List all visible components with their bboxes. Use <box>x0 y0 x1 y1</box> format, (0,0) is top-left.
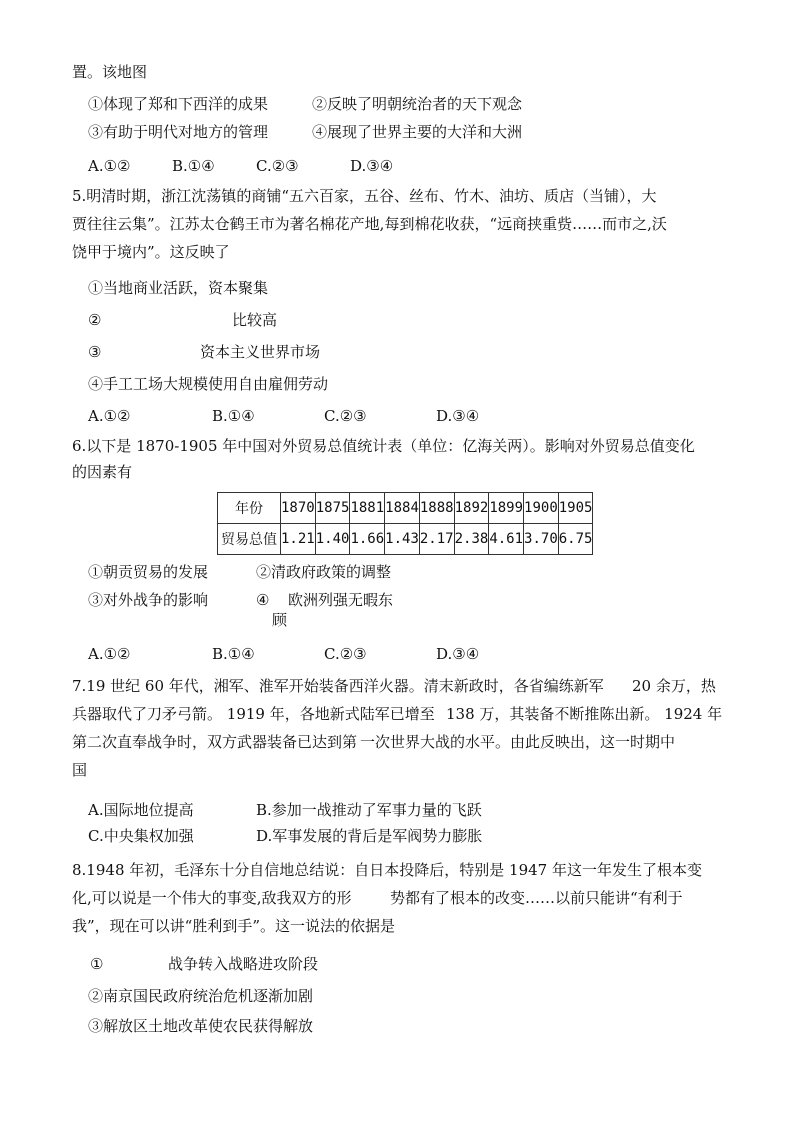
table-cell-value: 1.66 <box>350 524 385 555</box>
q7-stem-line-3b: 一次世界大战的水平。由此反映出，这一时期中 <box>360 733 676 751</box>
q4-option-c: C.②③ <box>256 157 299 175</box>
q5-option-b: B.①④ <box>212 407 255 425</box>
q5-option-a: A.①② <box>88 407 131 425</box>
q7-option-a: A.国际地位提高 <box>88 801 194 819</box>
q4-item-2: ②反映了明朝统治者的天下观念 <box>312 95 523 113</box>
table-cell-value: 6.75 <box>558 524 593 555</box>
table-cell-year: 1899 <box>489 493 524 524</box>
table-cell-year: 1888 <box>419 493 454 524</box>
q8-item-1-marker: ① <box>90 955 104 973</box>
q5-stem-line-1: 5.明清时期，浙江沈荡镇的商铺“五六百家，五谷、丝布、竹木、油坊、质店（当铺），大 <box>72 187 657 205</box>
q7-stem-line-4: 国 <box>72 761 88 779</box>
q5-option-c: C.②③ <box>324 407 367 425</box>
table-cell-value: 1.21 <box>281 524 316 555</box>
q5-item-3-marker: ③ <box>88 343 102 361</box>
trade-value-table <box>217 492 593 555</box>
q7-stem-line-2a: 兵器取代了刀矛弓箭。 1919 年，各地新式陆军已增至 <box>72 705 435 723</box>
q8-stem-line-2b: 势都有了根本的改变……以前只能讲“有利于 <box>390 889 683 907</box>
q7-stem-line-1a: 7.19 世纪 60 年代，湘军、淮军开始装备西洋火器。清末新政时，各省编练新军 <box>72 677 604 695</box>
q4-item-1: ①体现了郑和下西洋的成果 <box>88 95 269 113</box>
q6-item-1: ①朝贡贸易的发展 <box>88 563 209 581</box>
table-row-years <box>218 493 593 524</box>
q6-option-a: A.①② <box>88 645 131 663</box>
q6-option-b: B.①④ <box>212 645 255 663</box>
q5-option-d: D.③④ <box>436 407 480 425</box>
table-cell-value: 1.43 <box>385 524 420 555</box>
q4-option-d: D.③④ <box>350 157 394 175</box>
table-cell-year: 1881 <box>350 493 385 524</box>
q6-item-3: ③对外战争的影响 <box>88 591 209 609</box>
q8-item-3: ③解放区土地改革使农民获得解放 <box>88 1017 314 1035</box>
q4-item-4: ④展现了世界主要的大洋和大洲 <box>312 123 523 141</box>
q4-option-a: A.①② <box>88 157 131 175</box>
q5-item-3-text: 资本主义世界市场 <box>200 343 321 361</box>
q4-stem-tail: 置。该地图 <box>72 63 148 81</box>
table-cell-value: 4.61 <box>489 524 524 555</box>
q5-item-4: ④手工工场大规模使用自由雇佣劳动 <box>88 375 329 393</box>
table-header-year: 年份 <box>218 493 281 524</box>
table-row-values <box>218 524 593 555</box>
q6-item-2: ②清政府政策的调整 <box>256 563 392 581</box>
q7-option-c: C.中央集权加强 <box>88 827 194 845</box>
q7-stem-line-2b: 138 万，其装备不断推陈出新。 1924 年 <box>446 705 723 723</box>
q6-item-4-marker: ④ <box>256 591 270 609</box>
q5-stem-line-3: 饶甲于境内”。这反映了 <box>72 243 230 261</box>
q5-item-2-text: 比较高 <box>232 311 278 329</box>
q6-item-4-wrap: 顾 <box>272 611 288 629</box>
q4-item-3: ③有助于明代对地方的管理 <box>88 123 269 141</box>
q6-item-4-text: 欧洲列强无暇东 <box>288 591 394 609</box>
table-cell-year: 1870 <box>281 493 316 524</box>
table-cell-value: 2.17 <box>419 524 454 555</box>
q6-option-c: C.②③ <box>324 645 367 663</box>
table-cell-value: 3.70 <box>524 524 559 555</box>
q5-stem-line-2: 贾往往云集”。江苏太仓鹤王市为著名棉花产地,每到棉花收获，“远商挟重赀……而市之,沃 <box>72 215 667 233</box>
table-cell-year: 1884 <box>385 493 420 524</box>
q7-stem-line-1b: 20 余万，热 <box>632 677 716 695</box>
q6-stem-line-2: 的因素有 <box>72 463 133 481</box>
q7-option-d: D.军事发展的背后是军阀势力膨胀 <box>256 827 483 845</box>
q8-item-2: ②南京国民政府统治危机逐渐加剧 <box>88 987 314 1005</box>
table-cell-year: 1892 <box>454 493 489 524</box>
table-cell-value: 2.38 <box>454 524 489 555</box>
table-cell-year: 1875 <box>315 493 350 524</box>
table-cell-value: 1.40 <box>315 524 350 555</box>
q8-item-1-text: 战争转入战略进攻阶段 <box>168 955 319 973</box>
table-header-value: 贸易总值 <box>218 524 281 555</box>
table-cell-year: 1905 <box>558 493 593 524</box>
q7-stem-line-3a: 第二次直奉战争时，双方武器装备已达到第 <box>72 733 358 751</box>
q8-stem-line-2a: 化,可以说是一个伟大的事变,敌我双方的形 <box>72 889 352 907</box>
q5-item-1: ①当地商业活跃，资本聚集 <box>88 279 269 297</box>
q6-stem-line-1: 6.以下是 1870-1905 年中国对外贸易总值统计表（单位：亿海关两）。影响对外贸易总值变化 <box>72 437 695 455</box>
q8-stem-line-1: 8.1948 年初，毛泽东十分自信地总结说：自日本投降后，特别是 1947 年这一年发生了根本变 <box>72 861 702 879</box>
table-cell-year: 1900 <box>524 493 559 524</box>
q7-option-b: B.参加一战推动了军事力量的飞跃 <box>256 801 482 819</box>
q6-option-d: D.③④ <box>436 645 480 663</box>
q5-item-2-marker: ② <box>88 311 102 329</box>
q8-stem-line-3: 我”，现在可以讲“胜利到手”。这一说法的依据是 <box>72 917 396 935</box>
q4-option-b: B.①④ <box>172 157 215 175</box>
